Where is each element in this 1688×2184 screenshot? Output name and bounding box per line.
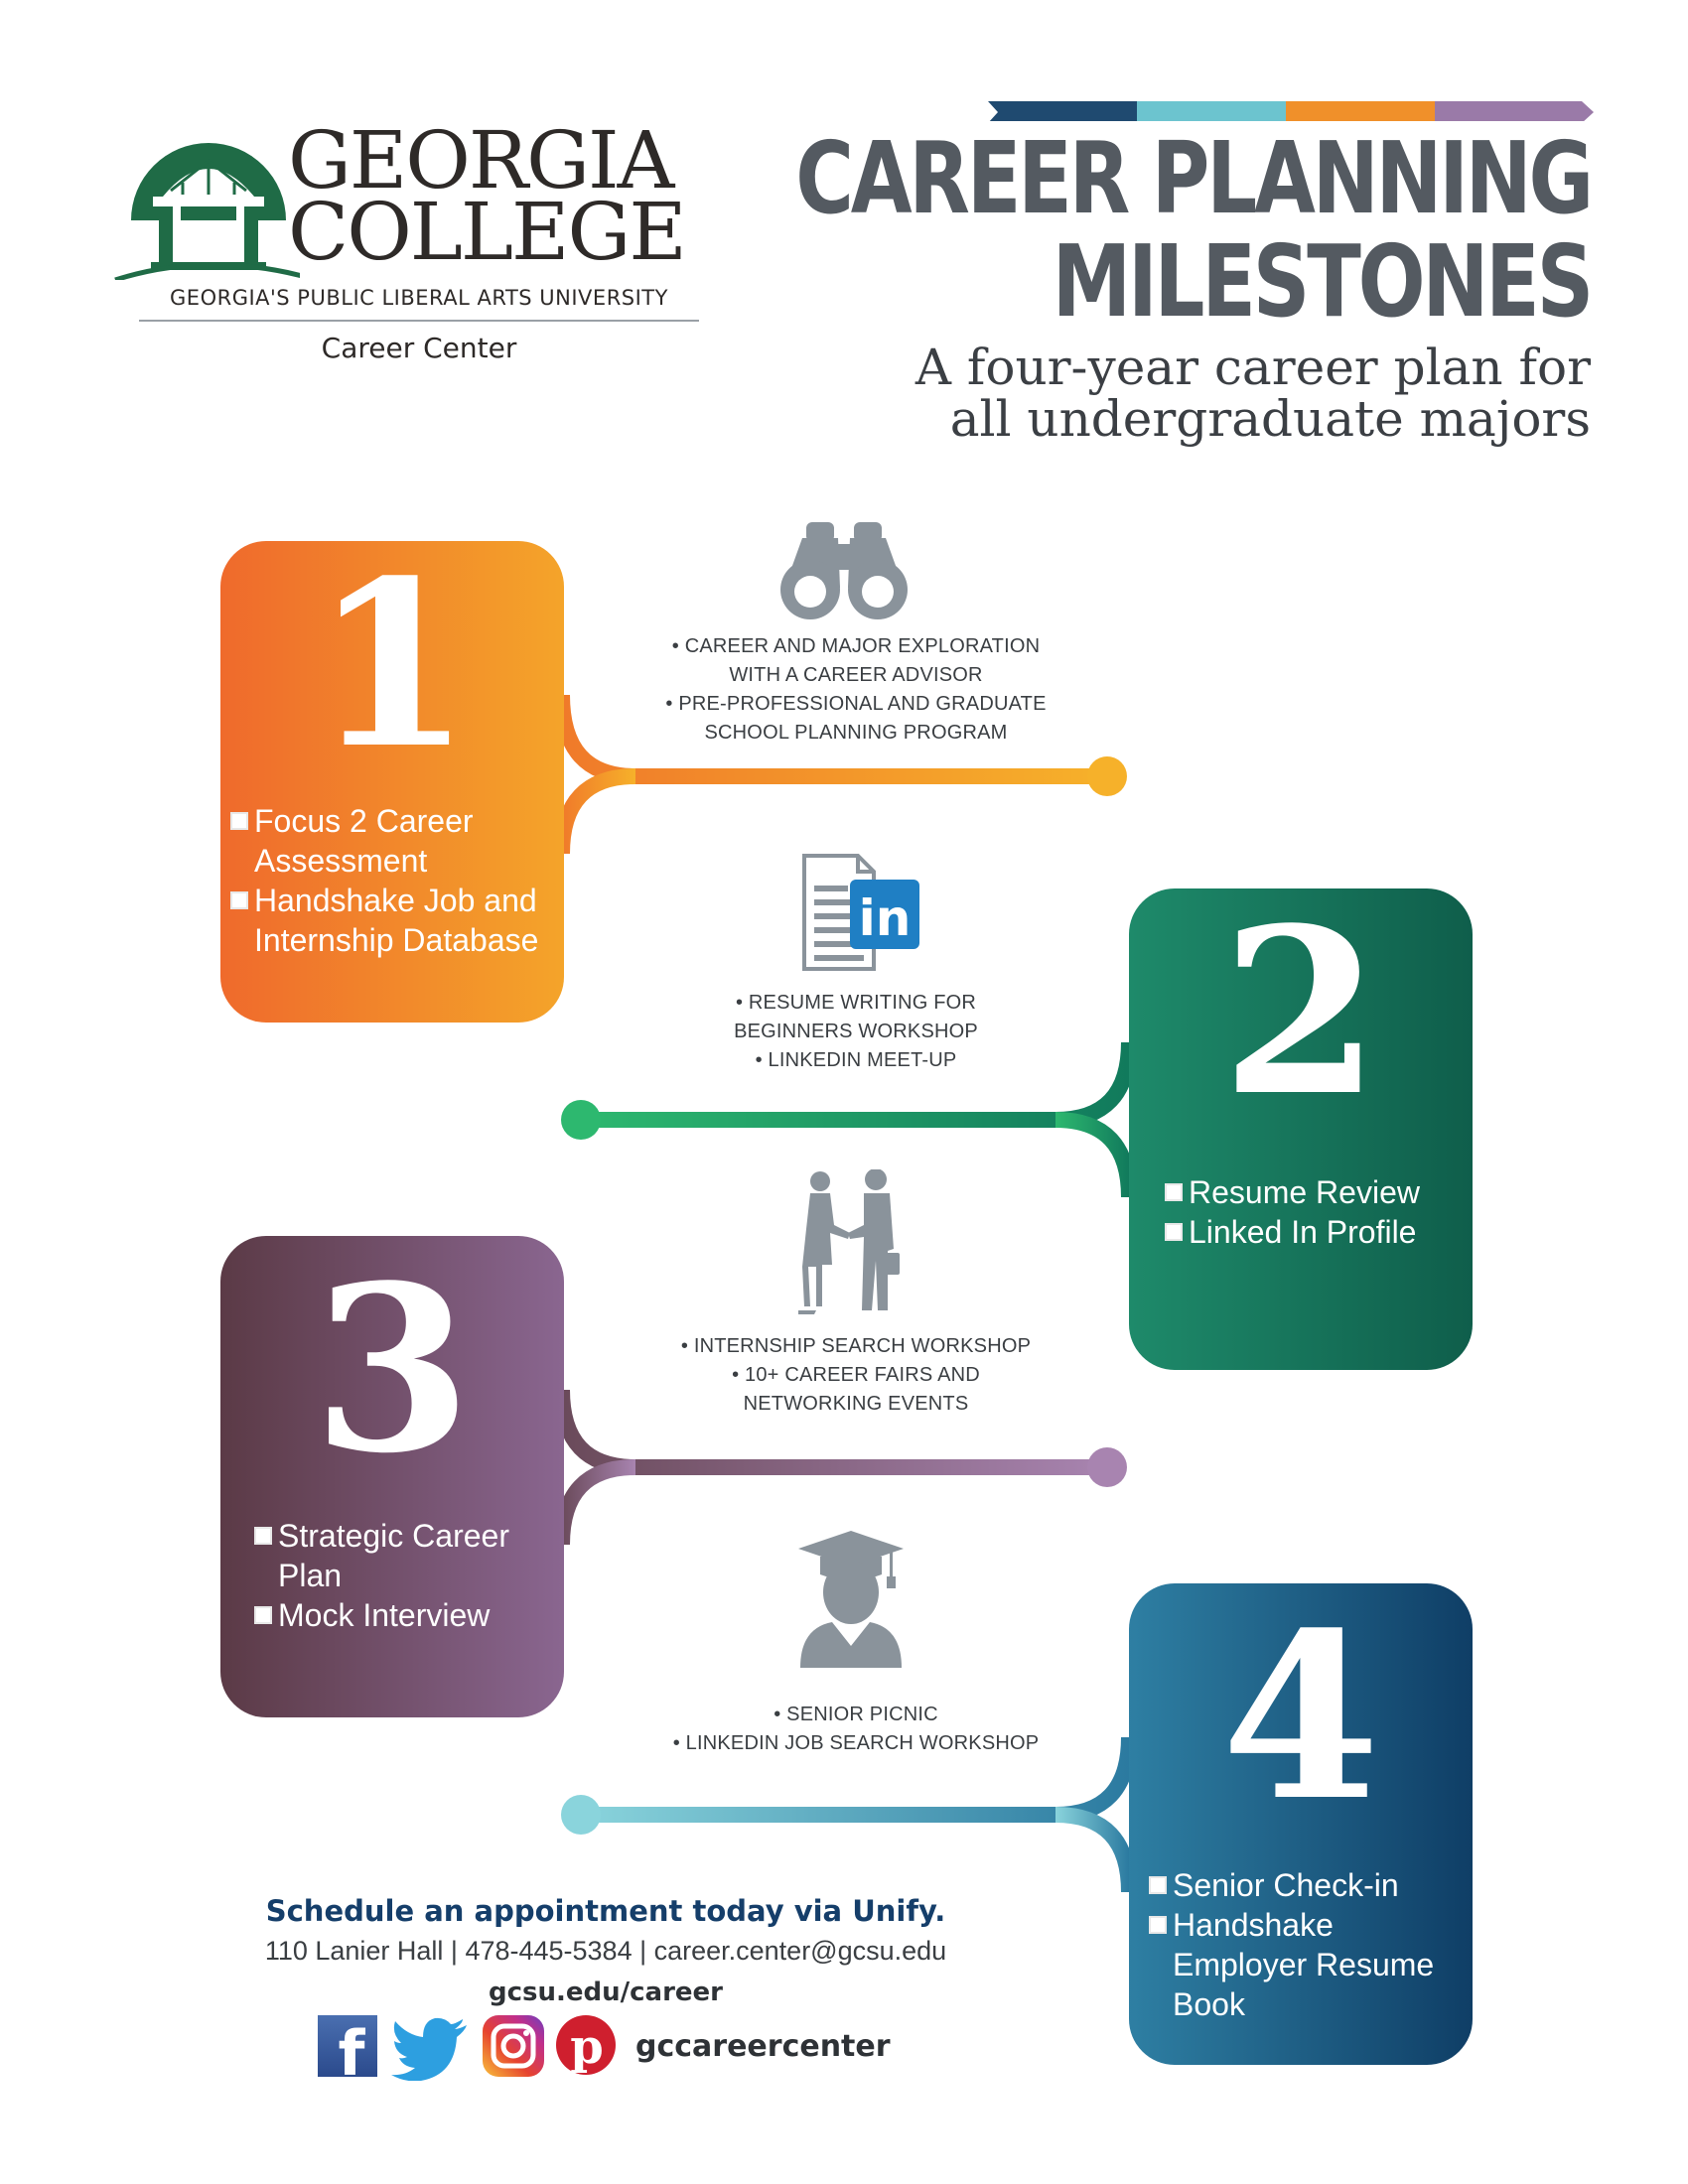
activity-line: • RESUME WRITING FOR xyxy=(735,992,977,1014)
logo-department: Career Center xyxy=(321,332,517,364)
gazebo-logo-icon xyxy=(111,111,300,280)
activity-line: • LINKEDIN MEET-UP xyxy=(755,1049,957,1071)
logo-divider xyxy=(139,320,699,322)
activity-line: • INTERNSHIP SEARCH WORKSHOP xyxy=(680,1335,1032,1357)
title-line-2: MILESTONES xyxy=(1052,223,1591,340)
activity-line: • CAREER AND MAJOR EXPLORATION xyxy=(671,635,1041,657)
checklist-item: Strategic Career Plan xyxy=(254,1516,552,1595)
social-handle[interactable]: gccareercenter xyxy=(635,2029,891,2064)
pinterest-icon[interactable] xyxy=(554,2013,618,2077)
year-1-checklist xyxy=(230,801,558,960)
facebook-icon[interactable] xyxy=(316,2013,379,2079)
georgia-college-logo xyxy=(111,111,707,379)
facebook-glyph: f xyxy=(338,2017,365,2079)
year-3-number: 3 xyxy=(312,1236,473,1504)
year-3-checklist xyxy=(254,1516,552,1635)
year-2-number: 2 xyxy=(1220,879,1381,1147)
logo-tagline: GEORGIA'S PUBLIC LIBERAL ARTS UNIVERSITY xyxy=(170,286,668,310)
year-3-activities xyxy=(628,1332,1084,1419)
checklist-item: Handshake Employer Resume Book xyxy=(1149,1905,1467,2024)
checkbox-icon xyxy=(1149,1876,1167,1894)
year-4-number: 4 xyxy=(1220,1583,1381,1851)
checklist-item: Focus 2 Career Assessment xyxy=(230,801,558,881)
instagram-icon[interactable] xyxy=(481,2013,546,2079)
year-2-card xyxy=(1129,879,1473,1370)
activity-line: • LINKEDIN JOB SEARCH WORKSHOP xyxy=(672,1732,1040,1754)
checklist-item: Linked In Profile xyxy=(1165,1212,1463,1252)
website-link[interactable]: gcsu.edu/career xyxy=(488,1978,723,2007)
logo-word-college: COLLEGE xyxy=(288,186,685,278)
checkbox-icon xyxy=(1165,1183,1183,1201)
appointment-cta: Schedule an appointment today via Unify. xyxy=(265,1894,946,1928)
activity-line: WITH A CAREER ADVISOR xyxy=(729,664,983,686)
checklist-item: Senior Check-in xyxy=(1149,1865,1467,1905)
linkedin-resume-icon xyxy=(794,852,923,973)
subtitle-line-2: all undergraduate majors xyxy=(949,390,1591,448)
logo-word-georgia: GEORGIA xyxy=(288,114,673,206)
activity-line: SCHOOL PLANNING PROGRAM xyxy=(704,722,1008,744)
twitter-icon[interactable] xyxy=(389,2015,471,2081)
checklist-item: Handshake Job and Internship Database xyxy=(230,881,558,960)
checklist-item: Resume Review xyxy=(1165,1172,1463,1212)
checkbox-icon xyxy=(254,1527,272,1545)
checkbox-icon xyxy=(1165,1223,1183,1241)
year-1-number: 1 xyxy=(312,531,473,799)
subtitle-line-1: A four-year career plan for xyxy=(914,339,1591,396)
year-1-activities xyxy=(628,632,1084,748)
page-subtitle xyxy=(914,339,1591,448)
year-4-checklist xyxy=(1149,1865,1467,2024)
activity-line: NETWORKING EVENTS xyxy=(743,1393,969,1415)
checklist-item: Mock Interview xyxy=(254,1595,552,1635)
binoculars-icon xyxy=(774,518,914,619)
checkbox-icon xyxy=(230,891,248,909)
checkbox-icon xyxy=(1149,1916,1167,1934)
title-line-1: CAREER PLANNING xyxy=(795,120,1591,236)
year-3-card xyxy=(220,1236,564,1717)
year-1-card xyxy=(220,531,564,1023)
checkbox-icon xyxy=(254,1606,272,1624)
activity-line: • PRE-PROFESSIONAL AND GRADUATE xyxy=(665,693,1047,715)
header-color-stripe xyxy=(988,101,1594,121)
activity-line: BEGINNERS WORKSHOP xyxy=(734,1021,978,1042)
year-4-activities xyxy=(628,1701,1084,1758)
handshake-people-icon xyxy=(794,1169,904,1314)
year-2-checklist xyxy=(1165,1172,1463,1252)
year-2-activities xyxy=(628,989,1084,1075)
pinterest-glyph: p xyxy=(570,2019,604,2075)
activity-line: • 10+ CAREER FAIRS AND xyxy=(732,1364,980,1386)
year-4-card xyxy=(1129,1583,1473,2065)
activity-line: • SENIOR PICNIC xyxy=(774,1704,938,1725)
page-title xyxy=(795,120,1591,340)
linkedin-glyph: in xyxy=(858,889,912,947)
graduate-icon xyxy=(796,1529,906,1668)
connector-year-4 xyxy=(561,1737,1129,1892)
checkbox-icon xyxy=(230,812,248,830)
contact-info: 110 Lanier Hall | 478-445-5384 | career.center@gcsu.edu xyxy=(264,1936,947,1966)
